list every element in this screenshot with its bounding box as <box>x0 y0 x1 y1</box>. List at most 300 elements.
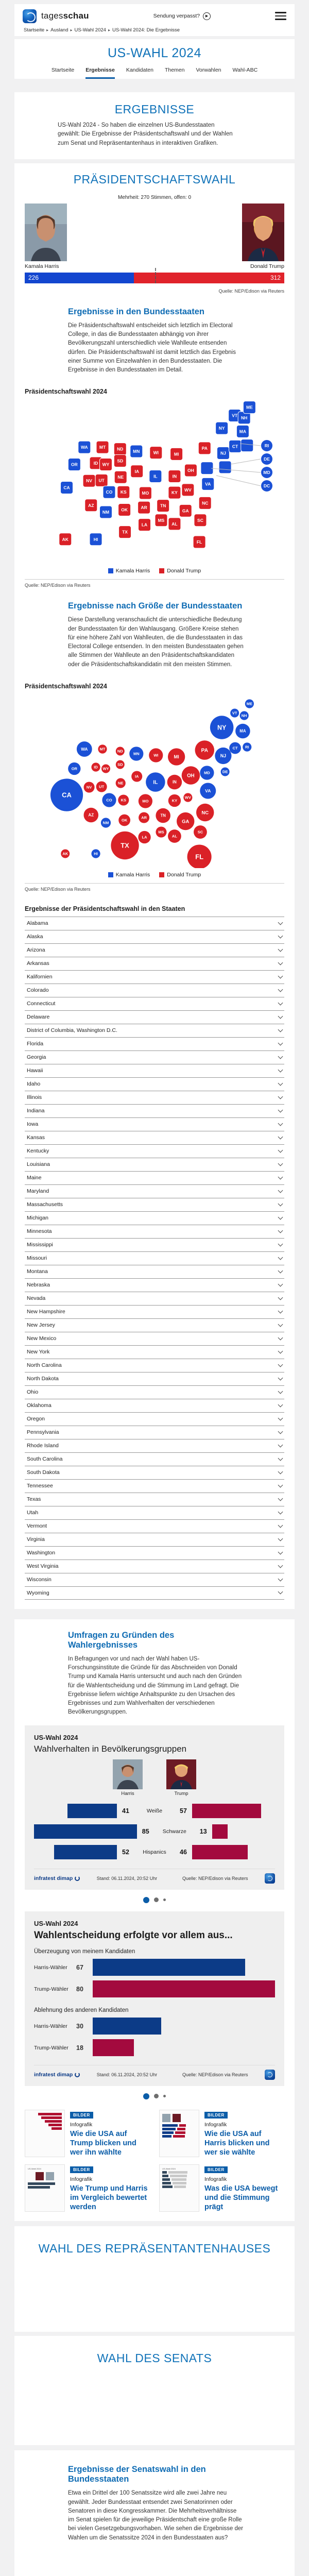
card2-kicker: US-Wahl 2024 <box>34 1919 78 1927</box>
state-accordion-row[interactable] <box>25 1359 284 1372</box>
state-accordion-row[interactable] <box>25 930 284 943</box>
state-accordion-title: Ergebnisse der Präsidentschaftswahl in den Staaten <box>25 905 185 912</box>
state-tile-label: SD <box>117 458 124 464</box>
harris-bar <box>34 1824 137 1839</box>
state-bubble-label: AL <box>171 834 177 839</box>
state-accordion-row[interactable] <box>25 1091 284 1104</box>
motivation-chart-row <box>34 1978 275 2000</box>
tab-startseite[interactable]: Startseite <box>51 67 75 73</box>
chevron-down-icon <box>278 1161 283 1166</box>
thumb-photo <box>46 2172 54 2180</box>
teaser-title: Wie Trump und Harris im Vergleich bewertet werden <box>70 2184 148 2212</box>
state-accordion-row[interactable] <box>25 1131 284 1144</box>
state-bubble-label: OR <box>71 766 77 771</box>
state-tile-label: IL <box>153 473 158 479</box>
trump-bar <box>93 2039 134 2056</box>
chevron-down-icon <box>278 1348 283 1353</box>
state-accordion-row[interactable] <box>25 1412 284 1426</box>
dot[interactable] <box>154 2094 159 2098</box>
chevron-down-icon <box>278 920 283 925</box>
legend-label: Kamala Harris <box>115 568 150 574</box>
senate-title: WAHL DES SENATS <box>97 2351 212 2365</box>
state-name: New Jersey <box>27 1322 55 1329</box>
state-bubble-label: AK <box>62 851 68 856</box>
state-name: Connecticut <box>27 1001 56 1007</box>
state-bubble-label: MO <box>142 799 149 804</box>
teaser-kicker: Infografik <box>70 2176 93 2182</box>
chevron-down-icon <box>278 1147 283 1153</box>
callout-line <box>216 476 261 486</box>
state-tile-label: CA <box>63 485 70 490</box>
demo-chart-row <box>34 1842 275 1862</box>
state-name: Arkansas <box>27 960 49 967</box>
state-callout-label: RI <box>264 443 269 449</box>
state-bubble-label: CT <box>232 745 238 751</box>
chevron-down-icon <box>278 1522 283 1528</box>
thumb-photo <box>173 2114 181 2122</box>
state-accordion-row[interactable] <box>25 1238 284 1251</box>
state-tile-label: IA <box>134 469 139 474</box>
teaser-link[interactable] <box>25 2110 150 2157</box>
legend-label: Kamala Harris <box>115 871 150 878</box>
row-label: Trump-Wähler <box>34 2044 68 2051</box>
state-tile-label: AR <box>141 505 147 511</box>
carousel-dots[interactable] <box>25 2093 284 2099</box>
teaser-kicker: Infografik <box>204 2121 227 2128</box>
state-name: New Mexico <box>27 1335 57 1342</box>
thumb-photo <box>36 2172 44 2180</box>
intro-section <box>14 92 295 159</box>
state-bubble-label: ND <box>117 749 123 754</box>
senate-embed-placeholder <box>25 2365 284 2430</box>
chevron-down-icon <box>278 1107 283 1112</box>
state-tile-label: MN <box>133 449 140 454</box>
bar-cell <box>93 2018 275 2035</box>
row-value: 80 <box>76 1985 83 1993</box>
thumb-photo <box>162 2114 170 2122</box>
chevron-down-icon <box>278 1255 283 1260</box>
group-label: Ablehnung des anderen Kandidaten <box>34 2007 129 2013</box>
state-accordion-row[interactable] <box>25 1305 284 1318</box>
harris-bar <box>93 1959 245 1976</box>
state-bubble-label: NH <box>241 713 247 718</box>
state-tile-label: MT <box>99 445 106 450</box>
kamala-harris-photo <box>25 204 67 261</box>
dot-active[interactable] <box>143 2093 149 2099</box>
state-name: Pennsylvania <box>27 1429 59 1436</box>
state-bubble-label: UT <box>99 784 105 789</box>
state-tile-label: PA <box>201 446 208 451</box>
house-section <box>14 2226 295 2332</box>
state-name: Delaware <box>27 1014 50 1021</box>
harris-name: Kamala Harris <box>25 263 59 269</box>
state-accordion-row[interactable] <box>25 1278 284 1292</box>
state-accordion-row[interactable] <box>25 1399 284 1412</box>
state-bubble-label: MT <box>99 747 106 752</box>
election-banner <box>14 39 295 79</box>
thumb-bar-row <box>162 2124 196 2127</box>
state-bubble-label: NM <box>102 820 109 825</box>
chevron-down-icon <box>278 1496 283 1501</box>
teaser-grid <box>25 2110 284 2212</box>
chevron-down-icon <box>278 1536 283 1541</box>
state-name: Kansas <box>27 1134 45 1141</box>
chevron-down-icon <box>278 1335 283 1340</box>
state-accordion-row[interactable] <box>25 1439 284 1452</box>
tab-ergebnisse[interactable]: Ergebnisse <box>85 67 115 79</box>
state-tile-label: OH <box>187 468 194 473</box>
state-bubble-label: IA <box>134 774 139 779</box>
state-accordion-row[interactable] <box>25 1372 284 1385</box>
state-tile-label: VT <box>232 413 238 418</box>
state-accordion-row[interactable] <box>25 1560 284 1573</box>
dimap-spinner-icon <box>75 2072 80 2077</box>
tagesschau-logo-icon[interactable] <box>23 9 37 23</box>
row-label: Trump-Wähler <box>34 1986 68 1992</box>
state-name: Alaska <box>27 934 43 940</box>
state-tile-label: NV <box>86 478 92 484</box>
state-accordion-row[interactable] <box>25 1385 284 1399</box>
harris-bar <box>67 1804 117 1818</box>
state-callout-label: DE <box>264 456 270 462</box>
chevron-down-icon <box>278 1027 283 1032</box>
state-accordion-row[interactable] <box>25 1024 284 1037</box>
ard-tagesschau-logo-icon <box>265 1873 275 1884</box>
infratest-dimap-logo: infratest dimap <box>34 1875 80 1882</box>
card2-source: Quelle: NEP/Edison via Reuters <box>182 2072 248 2077</box>
trump-name: Donald Trump <box>250 263 284 269</box>
state-bubble-label: ID <box>94 765 98 770</box>
state-name: Florida <box>27 1041 44 1047</box>
row-label: Harris-Wähler <box>34 1964 67 1971</box>
thumb-bar <box>177 2128 186 2130</box>
state-callout-label: MD <box>263 470 270 476</box>
category-label: Schwarze <box>162 1828 186 1835</box>
bilder-badge: BILDER <box>204 2112 228 2119</box>
chevron-down-icon <box>278 1509 283 1514</box>
state-accordion-row[interactable] <box>25 1050 284 1064</box>
state-name: New York <box>27 1349 50 1355</box>
majority-marker <box>155 268 156 283</box>
state-bubble-label: SC <box>197 829 203 835</box>
state-tile-label: WY <box>102 462 110 467</box>
hamburger-menu-icon[interactable] <box>275 12 286 20</box>
row-label: Harris-Wähler <box>34 2023 67 2029</box>
chevron-down-icon <box>278 1563 283 1568</box>
teaser-kicker: Infografik <box>204 2176 227 2182</box>
state-name: Nevada <box>27 1295 46 1302</box>
chevron-down-icon <box>278 960 283 965</box>
state-accordion-row[interactable] <box>25 1171 284 1184</box>
harris-votes-bar: 226 <box>25 273 134 283</box>
chevron-down-icon <box>278 1174 283 1179</box>
state-bubble-label: WI <box>153 753 159 758</box>
chevron-down-icon <box>278 1549 283 1554</box>
state-name: Montana <box>27 1268 48 1275</box>
state-name: Iowa <box>27 1121 39 1128</box>
state-bubble-label: MD <box>204 770 210 775</box>
state-name: Georgia <box>27 1054 46 1061</box>
dot[interactable] <box>154 1897 159 1902</box>
teaser-link[interactable] <box>159 2110 284 2157</box>
tab-themen[interactable]: Themen <box>164 67 185 73</box>
state-accordion-row[interactable] <box>25 1077 284 1091</box>
state-bubble-label: MI <box>174 754 179 759</box>
chevron-down-icon <box>278 1080 283 1086</box>
brand-wordmark[interactable]: tagesschau <box>41 11 89 21</box>
chevron-down-icon <box>278 1469 283 1474</box>
state-accordion-row[interactable] <box>25 997 284 1010</box>
chevron-down-icon <box>278 1455 283 1461</box>
play-icon[interactable]: ▶ <box>203 12 211 20</box>
state-name: New Hampshire <box>27 1309 65 1315</box>
tab-kandidaten[interactable]: Kandidaten <box>126 67 153 73</box>
size-text: Diese Darstellung veranschaulicht die unterschiedliche Bedeutung der Bundesstaaten für den Wahlausgang. Größere Kreise stehen für eine höhere Zahl von Wahlleuten, die die Bundesstaaten in das Electoral College entsenden. In den meisten Bundesstaaten gehen alle Stimmen der Wahlleute an den Präsidentschaftskandidaten oder die Präsidentschaftskandidatin mit den meisten Stimmen. <box>68 617 244 668</box>
state-bubble-label: NV <box>86 785 92 790</box>
teaser-meta <box>204 2110 284 2157</box>
thumb-bar <box>48 2124 62 2126</box>
state-tile-label: FL <box>196 539 202 545</box>
teaser-title: Was die USA bewegt und die Stimmung prägt <box>204 2184 278 2212</box>
state-tile-label: WI <box>153 450 159 455</box>
tab-wahl-abc[interactable]: Wahl-ABC <box>232 67 258 73</box>
state-tile-label: KY <box>171 490 178 496</box>
bar-cell <box>93 1980 275 1997</box>
intro-text: US-Wahl 2024 - So haben die einzelnen US-Bundesstaaten gewählt: Die Ergebnisse der Präsidentschaftswahl und der Wahlen zum Senat und Repräsentantenhaus in interaktiven Grafiken. <box>58 122 233 146</box>
breadcrumb-link[interactable]: Ausland <box>50 27 68 33</box>
legend-swatch <box>108 568 113 573</box>
state-accordion-row[interactable] <box>25 1586 284 1600</box>
thumb-bar <box>173 2182 186 2184</box>
state-name: Virginia <box>27 1536 45 1543</box>
state-name: Tennessee <box>27 1483 53 1489</box>
thumb-bar <box>38 2113 62 2115</box>
state-accordion-row[interactable] <box>25 1426 284 1439</box>
state-accordion-row[interactable] <box>25 957 284 970</box>
map1-legend <box>25 568 284 574</box>
harris-bar-cell <box>34 1824 137 1839</box>
state-accordion-row[interactable] <box>25 1184 284 1198</box>
thumb-bar-row <box>162 2131 196 2134</box>
state-tile-DE[interactable] <box>219 461 231 473</box>
state-bubble-label: KY <box>171 798 178 803</box>
state-tile-label: MA <box>239 429 247 434</box>
state-accordion-row[interactable] <box>25 1519 284 1533</box>
senate-section <box>14 2336 295 2445</box>
state-name: Oregon <box>27 1416 45 1422</box>
thumb-bar <box>173 2135 185 2138</box>
house-embed-placeholder <box>25 2256 284 2316</box>
state-accordion-row[interactable] <box>25 1104 284 1117</box>
state-name: Massachusetts <box>27 1201 63 1208</box>
state-accordion-row[interactable] <box>25 1064 284 1077</box>
harris-value: 85 <box>142 1827 149 1835</box>
polls-heading: Umfragen zu Gründen des Wahlergebnisses <box>68 1630 175 1650</box>
state-accordion-row[interactable] <box>25 1573 284 1586</box>
state-callout-label: DC <box>263 483 270 489</box>
state-accordion-row[interactable] <box>25 1506 284 1519</box>
harris-bar <box>54 1845 117 1859</box>
state-name: South Carolina <box>27 1456 63 1463</box>
card1-kicker: US-Wahl 2024 <box>34 1733 78 1741</box>
bar-cell <box>93 1959 275 1976</box>
thumb-bar <box>162 2128 176 2130</box>
state-bubble-label: RI <box>245 744 249 750</box>
state-accordion-row[interactable] <box>25 1037 284 1050</box>
thumb-bar <box>52 2127 62 2130</box>
state-accordion-row[interactable] <box>25 1198 284 1211</box>
state-name: Missouri <box>27 1255 47 1262</box>
tab-vorwahlen[interactable]: Vorwahlen <box>196 67 221 73</box>
legend-swatch <box>159 568 164 573</box>
state-accordion-row[interactable] <box>25 1546 284 1560</box>
harris-bar-cell <box>34 1845 117 1859</box>
state-tile-label: CO <box>106 489 113 495</box>
bilder-badge: BILDER <box>204 2166 228 2173</box>
state-accordion <box>25 917 284 1600</box>
card1-right-label: Trump <box>174 1790 188 1797</box>
state-name: North Carolina <box>27 1362 62 1369</box>
state-name: Michigan <box>27 1215 49 1222</box>
state-accordion-row[interactable] <box>25 1265 284 1278</box>
motivation-chart-row <box>34 2037 275 2059</box>
state-accordion-row[interactable] <box>25 917 284 930</box>
harris-bar-cell <box>34 1804 117 1818</box>
state-tile-RI[interactable] <box>241 439 253 452</box>
state-name: Idaho <box>27 1081 41 1088</box>
state-accordion-row[interactable] <box>25 1479 284 1493</box>
state-tile-label: WV <box>184 487 192 493</box>
trump-votes-bar: 312 <box>134 273 284 283</box>
harris-thumb-photo <box>113 1759 143 1789</box>
state-accordion-row[interactable] <box>25 1144 284 1158</box>
thumb-bar <box>179 2124 186 2127</box>
breadcrumb-link[interactable]: Startseite <box>24 27 45 33</box>
state-accordion-row[interactable] <box>25 1452 284 1466</box>
state-tile-label: IN <box>172 473 177 479</box>
state-accordion-row[interactable] <box>25 1466 284 1479</box>
intro-title: ERGEBNISSE <box>114 103 195 116</box>
legend-item <box>159 568 201 574</box>
dot-active[interactable] <box>143 1897 149 1903</box>
state-accordion-row[interactable] <box>25 1332 284 1345</box>
state-tile-label: AZ <box>88 503 94 509</box>
infratest-dimap-logo: infratest dimap <box>34 2072 80 2078</box>
state-bubble-label: MS <box>158 829 164 835</box>
chevron-down-icon <box>278 1214 283 1219</box>
chevron-down-icon <box>278 1054 283 1059</box>
thumb-bar-row <box>162 2171 196 2174</box>
dot[interactable] <box>163 2095 166 2097</box>
breadcrumb-link[interactable]: US-Wahl 2024 <box>74 27 106 33</box>
chevron-down-icon <box>278 1281 283 1286</box>
state-tile-label: NC <box>202 500 209 506</box>
chevron-down-icon <box>278 1000 283 1005</box>
state-accordion-row[interactable] <box>25 1117 284 1131</box>
thumb-bar <box>28 2182 55 2185</box>
chevron-down-icon <box>278 933 283 938</box>
state-accordion-row[interactable] <box>25 984 284 997</box>
sendung-verpasst-link[interactable]: Sendung verpasst? <box>153 13 200 19</box>
house-title: WAHL DES REPRÄSENTANTENHAUSES <box>38 2242 271 2256</box>
page-title: US-WAHL 2024 <box>108 46 201 60</box>
state-accordion-row[interactable] <box>25 1318 284 1332</box>
chevron-down-icon <box>278 987 283 992</box>
teaser-link[interactable] <box>25 2164 150 2212</box>
state-name: Rhode Island <box>27 1443 59 1449</box>
chevron-down-icon <box>278 1094 283 1099</box>
infographic-demographics <box>25 1725 284 1890</box>
state-name: Vermont <box>27 1523 47 1530</box>
teaser-kicker: Infografik <box>70 2121 93 2128</box>
chevron-down-icon <box>278 1268 283 1273</box>
state-accordion-row[interactable] <box>25 1493 284 1506</box>
state-name: Wisconsin <box>27 1577 52 1583</box>
state-accordion-row[interactable] <box>25 1158 284 1171</box>
thumb-photos <box>28 2172 62 2180</box>
breadcrumb-link[interactable]: US-Wahl 2024: Die Ergebnisse <box>112 27 180 33</box>
state-accordion-row[interactable] <box>25 1251 284 1265</box>
state-accordion-row[interactable] <box>25 1211 284 1225</box>
state-accordion-row[interactable] <box>25 1010 284 1024</box>
dot[interactable] <box>163 1899 166 1901</box>
state-accordion-row[interactable] <box>25 1292 284 1305</box>
state-bubble-label: HI <box>94 851 98 856</box>
teaser-link[interactable] <box>159 2164 284 2212</box>
breadcrumb-separator: ▸ <box>108 28 110 32</box>
chevron-down-icon <box>278 1442 283 1447</box>
state-accordion-row[interactable] <box>25 1225 284 1238</box>
state-bubble-label: TN <box>160 813 166 818</box>
state-bubble-label: NE <box>118 781 124 786</box>
thumb-bar-row <box>162 2175 196 2177</box>
state-tile-label: ME <box>246 404 253 410</box>
state-bubble-label: MN <box>133 751 140 756</box>
state-bubble-label: DE <box>222 769 228 774</box>
legend-item <box>159 872 201 878</box>
state-name: Nebraska <box>27 1282 50 1289</box>
motivation-chart <box>34 1948 275 2059</box>
carousel-dots[interactable] <box>25 1897 284 1903</box>
trump-bar <box>212 1824 228 1839</box>
state-bubble-label: NY <box>217 724 227 732</box>
state-accordion-row[interactable] <box>25 1345 284 1359</box>
state-accordion-row[interactable] <box>25 970 284 984</box>
thumb-bar-row <box>162 2185 196 2188</box>
thumb-bar <box>170 2175 187 2177</box>
motivation-chart-row <box>34 2015 275 2037</box>
state-name: Indiana <box>27 1108 45 1114</box>
chevron-down-icon <box>278 1415 283 1420</box>
state-bubble-label: VA <box>205 788 211 793</box>
chevron-down-icon <box>278 1589 283 1595</box>
card1-source: Quelle: NEP/Edison via Reuters <box>182 1875 248 1881</box>
demo-chart-row <box>34 1801 275 1821</box>
chevron-down-icon <box>278 1134 283 1139</box>
thumb-bar <box>28 2186 50 2189</box>
state-tile-label: TN <box>160 503 166 509</box>
state-accordion-row[interactable] <box>25 943 284 957</box>
source-note: Quelle: NEP/Edison via Reuters <box>218 288 284 294</box>
card1-stand: Stand: 06.11.2024, 20:52 Uhr <box>96 1875 158 1881</box>
bilder-badge: BILDER <box>70 2112 93 2119</box>
state-bubble-label: LA <box>142 835 147 840</box>
state-bubble-label: NJ <box>220 753 227 758</box>
chevron-down-icon <box>278 1228 283 1233</box>
electoral-vote-bar <box>25 273 284 283</box>
trump-bar-cell <box>192 1845 275 1859</box>
state-accordion-row[interactable] <box>25 1533 284 1546</box>
